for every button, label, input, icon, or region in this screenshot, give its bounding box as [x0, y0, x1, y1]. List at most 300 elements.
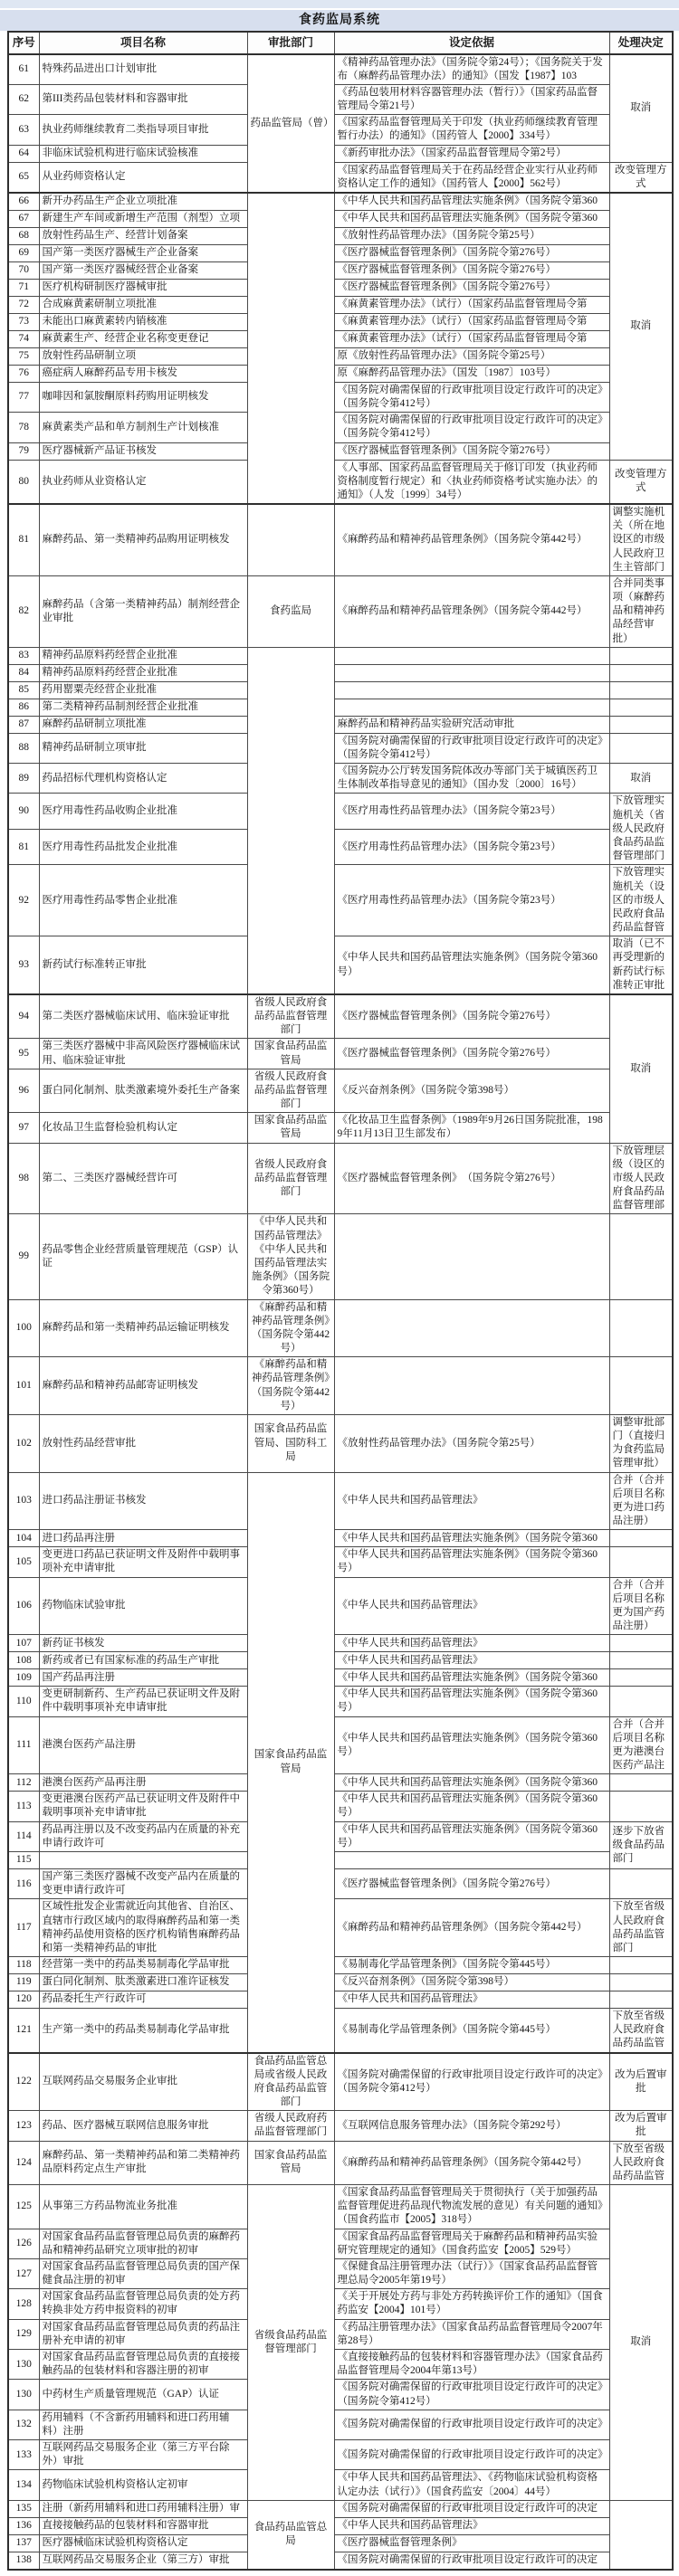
row-number-cell: 127 — [8, 2258, 39, 2288]
project-name-cell: 精神药品原料药经营企业批准 — [39, 664, 247, 681]
decision-cell — [609, 1547, 673, 1577]
project-name-cell: 医疗器械临床试验机构资格认定 — [39, 2534, 247, 2552]
table-row — [8, 994, 673, 1039]
decision-cell — [609, 664, 673, 681]
approval-dept-cell: 省级人民政府药品监督管理部门 — [247, 2111, 334, 2141]
row-number-cell: 67 — [8, 210, 39, 227]
decision-cell — [609, 733, 673, 763]
legal-basis-cell: 《医疗器械监督管理条例》（国务院令第276号） — [334, 994, 609, 1039]
legal-basis-cell — [334, 1299, 609, 1357]
legal-basis-cell: 《国家食品药品监督管理局关于贯彻执行（关于加强药品监督管理促进药品现代物流发展的意见）有关问题的通知》（国食药监市【2005】318号） — [334, 2185, 609, 2229]
legal-basis-cell: 《中华人民共和国药品管理法》、《药物临床试验机构资格认定办法（试行）》（国食药监安〔2004〕44号） — [334, 2470, 609, 2500]
row-number-cell: 129 — [8, 2319, 39, 2349]
row-number-cell: 111 — [8, 1716, 39, 1774]
table-row — [8, 699, 673, 716]
project-name-cell: 麻醉药品和精神药品邮寄证明核发 — [39, 1357, 247, 1415]
decision-cell — [609, 1530, 673, 1547]
project-name-cell: 麻醉药品（含第一类精神药品）制剂经营企业审批 — [39, 575, 247, 647]
legal-basis-cell: 《易制毒化学品管理条例》（国务院令第445号） — [334, 1957, 609, 1974]
project-name-cell: 新药证书核发 — [39, 1635, 247, 1652]
table-row — [8, 681, 673, 699]
row-number-cell: 128 — [8, 2289, 39, 2319]
approval-dept-cell: 药品监管局（曾） — [247, 54, 334, 193]
project-name-cell: 药品、医疗器械互联网信息服务审批 — [39, 2111, 247, 2141]
project-name-cell: 新建生产车间或新增生产范围（剂型）立项 — [39, 210, 247, 227]
legal-basis-cell: 《中华人民共和国药品管理法》 — [334, 1577, 609, 1635]
table-row — [8, 2229, 673, 2258]
project-name-cell: 精神药品研制立项审批 — [39, 733, 247, 763]
project-name-cell: 变更港澳台医药产品已获证明文件及附件中载明事项补充申请审批 — [39, 1792, 247, 1821]
row-number-cell: 138 — [8, 2552, 39, 2570]
decision-cell — [609, 1652, 673, 1669]
project-name-cell: 医疗用毒性药品批发企业批准 — [39, 829, 247, 864]
decision-cell — [609, 1774, 673, 1792]
project-name-cell: 国产第三类医疗器械不改变产品内在质量的变更申请行政许可 — [39, 1869, 247, 1899]
table-row — [8, 733, 673, 763]
table-row — [8, 145, 673, 162]
table-row — [8, 829, 673, 864]
project-name-cell: 药品再注册以及不改变药品内在质量的补充申请行政许可 — [39, 1821, 247, 1851]
legal-basis-cell: 《国务院对确需保留的行政审批项目设定行政许可的决定》（国务院令第412号） — [334, 2053, 609, 2111]
table-row — [8, 1716, 673, 1774]
legal-basis-cell: 《医疗用毒性药品管理办法》（国务院令第23号） — [334, 829, 609, 864]
project-name-cell: 对国家食品药品监督管理总局负责的药品注册补充申请的初审 — [39, 2319, 247, 2349]
table-row — [8, 54, 673, 85]
row-number-cell: 77 — [8, 382, 39, 412]
legal-basis-cell: 《国务院对确需保留的行政审批项目设定行政许可的决定》 — [334, 2410, 609, 2439]
project-name-cell: 互联网药品交易服务企业（第三方）审批 — [39, 2552, 247, 2570]
table-body — [8, 54, 673, 2570]
table-row — [8, 330, 673, 347]
table-row — [8, 1792, 673, 1821]
col-index: 序号 — [8, 32, 39, 54]
table-row — [8, 647, 673, 664]
project-name-cell: 精神药品原料药经营企业批准 — [39, 647, 247, 664]
decision-cell — [609, 1974, 673, 1991]
project-name-cell: 麻醉药品和第一类精神药品运输证明核发 — [39, 1299, 247, 1357]
table-row — [8, 664, 673, 681]
legal-basis-cell: 《国务院对确需保留的行政审批项目设定行政许可的决定》（国务院令第412号） — [334, 382, 609, 412]
table-row — [8, 279, 673, 296]
approval-dept-cell — [247, 647, 334, 994]
project-name-cell: 区域性批发企业需就近向其他省、自治区、直辖市行政区域内的取得麻醉药品和第一类精神药品使用资格的医疗机构销售麻醉药品和第一类精神药品的审批 — [39, 1899, 247, 1957]
row-number-cell: 95 — [8, 1039, 39, 1069]
decision-cell: 合并（合并后项目名称更为进口药品注册） — [609, 1472, 673, 1530]
table-row — [8, 1635, 673, 1652]
table-row — [8, 1652, 673, 1669]
project-name-cell: 变更研制新药、生产药品已获证明文件及附件中载明事项补充申请审批 — [39, 1687, 247, 1716]
legal-basis-cell: 《中华人民共和国药品管理法实施条例》（国务院令第360 — [334, 1669, 609, 1687]
table-row — [8, 2470, 673, 2500]
approval-dept-cell — [247, 504, 334, 575]
row-number-cell: 134 — [8, 2470, 39, 2500]
legal-basis-cell: 《直接接触药品的包装材料和容器管理办法》（国家食品药品监督管理局令2004年第13号） — [334, 2349, 609, 2379]
approval-dept-cell: 《麻醉药品和精神药品管理条例》（国务院令第442号） — [247, 1357, 334, 1415]
table-row — [8, 1957, 673, 1974]
row-number-cell: 75 — [8, 347, 39, 365]
project-name-cell: 生产第一类中的药品类易制毒化学品审批 — [39, 2009, 247, 2053]
legal-basis-cell: 《新药审批办法》（国家药品监督管理局令第2号） — [334, 145, 609, 162]
row-number-cell: 72 — [8, 296, 39, 313]
table-row — [8, 1974, 673, 1991]
row-number-cell: 107 — [8, 1635, 39, 1652]
table-row — [8, 1414, 673, 1472]
row-number-cell: 90 — [8, 794, 39, 829]
decision-cell: 取消 — [609, 994, 673, 1143]
row-number-cell: 125 — [8, 2185, 39, 2229]
legal-basis-cell: 《国家药品监督管理局关于在药品经营企业实行从业药师资格认定工作的通知》（国药管人【2000】562号） — [334, 162, 609, 193]
row-number-cell: 81 — [8, 504, 39, 575]
project-name-cell: 癌症病人麻醉药品专用卡核发 — [39, 365, 247, 382]
project-name-cell: 执业药师从业资格认定 — [39, 460, 247, 504]
decision-cell — [609, 1687, 673, 1716]
decision-cell: 改为后置审批 — [609, 2111, 673, 2141]
legal-basis-cell: 原《麻醉药品管理办法》（国发〔1987〕103号） — [334, 365, 609, 382]
row-number-cell: 123 — [8, 2111, 39, 2141]
legal-basis-cell: 《中华人民共和国药品管理法实施条例》（国务院令第360号） — [334, 1792, 609, 1821]
table-row — [8, 442, 673, 460]
project-name-cell: 药品招标代理机构资格认定 — [39, 764, 247, 794]
table-row — [8, 84, 673, 114]
table-row — [8, 1991, 673, 2009]
table-row — [8, 1069, 673, 1113]
table-row — [8, 2141, 673, 2185]
approval-dept-cell: 国家食品药品监管局 — [247, 1039, 334, 1069]
table-row — [8, 2185, 673, 2229]
table-row — [8, 365, 673, 382]
legal-basis-cell: 《医疗器械监督管理条例》（国务院令第276号） — [334, 244, 609, 261]
approval-dept-cell: 《麻醉药品和精神药品管理条例》（国务院令第442号） — [247, 1299, 334, 1357]
decision-cell: 下放至省级人民政府食品药品监管 — [609, 2141, 673, 2185]
decision-cell — [609, 1214, 673, 1299]
decision-cell: 改变管理方式 — [609, 460, 673, 504]
row-number-cell: 74 — [8, 330, 39, 347]
approval-dept-cell: 国家食品药品监管局 — [247, 2141, 334, 2185]
decision-cell: 取消 — [609, 54, 673, 163]
project-name-cell: 麻醉药品研制立项批准 — [39, 716, 247, 733]
row-number-cell: 115 — [8, 1852, 39, 1869]
project-name-cell: 第二类医疗器械临床试用、临床验证审批 — [39, 994, 247, 1039]
table-row — [8, 2053, 673, 2111]
row-number-cell: 85 — [8, 681, 39, 699]
row-number-cell: 136 — [8, 2517, 39, 2534]
legal-basis-cell: 麻醉药品和精神药品实验研究活动审批 — [334, 716, 609, 733]
table-row — [8, 1577, 673, 1635]
decision-cell — [609, 681, 673, 699]
row-number-cell: 103 — [8, 1472, 39, 1530]
approval-dept-cell: 食品药品监管总局或省级人民政府食品药品监管部门 — [247, 2053, 334, 2111]
decision-cell: 下放管理实施机关（设区的市级人民政府食品药品监督管 — [609, 865, 673, 936]
row-number-cell: 113 — [8, 1792, 39, 1821]
legal-basis-cell: 《医疗器械监督管理条例》 （国务院令第276号） — [334, 1143, 609, 1214]
row-number-cell: 130 — [8, 2349, 39, 2379]
legal-basis-cell — [334, 664, 609, 681]
row-number-cell: 130 — [8, 2380, 39, 2410]
legal-basis-cell: 《医疗器械监督管理条例》（国务院令第276号） — [334, 442, 609, 460]
legal-basis-cell: 《易制毒化学品管理条例》（国务院令第445号） — [334, 2009, 609, 2053]
legal-basis-cell — [334, 647, 609, 664]
legal-basis-cell — [334, 699, 609, 716]
project-name-cell: 港澳台医药产品再注册 — [39, 1774, 247, 1792]
header-row — [8, 32, 673, 54]
legal-basis-cell: 《中华人民共和国药品管理法》 — [334, 1991, 609, 2009]
decision-cell — [609, 1869, 673, 1899]
legal-basis-cell: 《麻醉药品和精神药品管理条例》（国务院令第442号） — [334, 504, 609, 575]
table-row — [8, 2319, 673, 2349]
table-row — [8, 2111, 673, 2141]
legal-basis-cell — [334, 1357, 609, 1415]
row-number-cell: 100 — [8, 1299, 39, 1357]
legal-basis-cell: 《医疗器械监督管理条例》（国务院令第276号） — [334, 1869, 609, 1899]
project-name-cell: 第二类精神药品制剂经营企业批准 — [39, 699, 247, 716]
table-row — [8, 1530, 673, 1547]
project-name-cell: 经营第一类中的药品类易制毒化学品审批 — [39, 1957, 247, 1974]
table-row — [8, 1852, 673, 1869]
decision-cell — [609, 1669, 673, 1687]
row-number-cell: 68 — [8, 227, 39, 244]
project-name-cell: 非临床试验机构进行临床试验核准 — [39, 145, 247, 162]
table-row — [8, 296, 673, 313]
row-number-cell: 65 — [8, 162, 39, 193]
row-number-cell: 88 — [8, 733, 39, 763]
project-name-cell: 新开办药品生产企业立项批准 — [39, 193, 247, 211]
legal-basis-cell: 《医疗器械监督管理条例》（国务院令第276号） — [334, 279, 609, 296]
project-name-cell: 麻黄素生产、经营企业名称变更登记 — [39, 330, 247, 347]
col-decision: 处理决定 — [609, 32, 673, 54]
legal-basis-cell: 《麻醉药品和精神药品管理条例》（国务院令第442号） — [334, 575, 609, 647]
project-name-cell: 医疗器械新产品证书核发 — [39, 442, 247, 460]
row-number-cell: 120 — [8, 1991, 39, 2009]
decision-cell: 取消 — [609, 764, 673, 794]
legal-basis-cell: 《国务院对确需保留的行政审批项目设定行政许可的决定》（国务院令第412号） — [334, 733, 609, 763]
legal-basis-cell: 《国务院对确需保留的行政审批项目设定行政许可的决定》（国务院令第412号） — [334, 413, 609, 442]
decision-cell: 改变管理方式 — [609, 162, 673, 193]
project-name-cell: 特殊药品进出口计划审批 — [39, 54, 247, 85]
row-number-cell: 116 — [8, 1869, 39, 1899]
project-name-cell: 第二、三类医疗器械经营许可 — [39, 1143, 247, 1214]
row-number-cell: 79 — [8, 442, 39, 460]
project-name-cell: 进口药品再注册 — [39, 1530, 247, 1547]
project-name-cell: 药用辅料（不含新药用辅料和进口药用辅料）注册 — [39, 2410, 247, 2439]
row-number-cell: 119 — [8, 1974, 39, 1991]
table-row — [8, 2410, 673, 2439]
project-name-cell: 药品委托生产行政许可 — [39, 1991, 247, 2009]
legal-basis-cell: 《麻黄素管理办法》（试行）（国家药品监督管理局令第 — [334, 330, 609, 347]
table-row — [8, 2500, 673, 2517]
project-name-cell: 第III类药品包装材料和容器审批 — [39, 84, 247, 114]
legal-basis-cell: 《化妆品卫生监督条例》（1989年9月26日国务院批准，1989年11月13日卫生部发布） — [334, 1113, 609, 1143]
table-row — [8, 1547, 673, 1577]
table-row — [8, 162, 673, 193]
decision-cell: 取消 — [609, 193, 673, 460]
table-row — [8, 1214, 673, 1299]
table-row — [8, 460, 673, 504]
decision-cell: 下放至省级人民政府食品药品监管 — [609, 2009, 673, 2053]
legal-basis-cell: 《麻黄素管理办法》（试行）（国家药品监督管理局令第 — [334, 296, 609, 313]
legal-basis-cell: 《中华人民共和国药品管理法实施条例》（国务院令第360号） — [334, 1821, 609, 1851]
legal-basis-cell: 《医疗器械监督管理条例》（国务院令第276号） — [334, 261, 609, 279]
legal-basis-cell: 《医疗用毒性药品管理办法》（国务院令第23号） — [334, 865, 609, 936]
legal-basis-cell: 《中华人民共和国药品管理法实施条例》（国务院令第360 — [334, 1530, 609, 1547]
col-legal-basis: 设定依据 — [334, 32, 609, 54]
table-row — [8, 1299, 673, 1357]
legal-basis-cell: 《反兴奋剂条例》（国务院令第398号） — [334, 1069, 609, 1113]
legal-basis-cell: 《国务院对确需保留的行政审批项目设定行政许可的决定 — [334, 2500, 609, 2517]
row-number-cell: 82 — [8, 575, 39, 647]
approval-dept-cell: 国家食品药品监管局、国防科工局 — [247, 1414, 334, 1472]
row-number-cell: 112 — [8, 1774, 39, 1792]
legal-basis-cell: 《人事部、国家药品监督管理局关于修订印发（执业药师资格制度暂行规定）和〈执业药师资格考试实施办法〉的通知》（人发〔1999〕34号） — [334, 460, 609, 504]
table-row — [8, 261, 673, 279]
decision-cell: 取消 — [609, 2185, 673, 2501]
approval-dept-cell: 国家食品药品监管局 — [247, 1113, 334, 1143]
legal-basis-cell: 《中华人民共和国药品管理法》 — [334, 1652, 609, 1669]
row-number-cell: 108 — [8, 1652, 39, 1669]
table-row — [8, 1899, 673, 1957]
row-number-cell: 80 — [8, 460, 39, 504]
legal-basis-cell: 《关于开展处方药与非处方药转换评价工作的通知》（国食药监安【2004】101号） — [334, 2289, 609, 2319]
row-number-cell: 121 — [8, 2009, 39, 2053]
table-row — [8, 2258, 673, 2288]
project-name-cell: 放射性药品研制立项 — [39, 347, 247, 365]
legal-basis-cell: 《中华人民共和国药品管理法实施条例》（国务院令第360 — [334, 1774, 609, 1792]
project-name-cell: 麻黄素类产品和单方制剂生产计划核准 — [39, 413, 247, 442]
project-name-cell: 互联网药品交易服务企业审批 — [39, 2053, 247, 2111]
table-row — [8, 2289, 673, 2319]
row-number-cell: 114 — [8, 1821, 39, 1851]
project-name-cell: 药物临床试验机构资格认定初审 — [39, 2470, 247, 2500]
row-number-cell: 102 — [8, 1414, 39, 1472]
table-row — [8, 575, 673, 647]
decision-cell — [609, 716, 673, 733]
row-number-cell: 97 — [8, 1113, 39, 1143]
row-number-cell: 104 — [8, 1530, 39, 1547]
table-row — [8, 1143, 673, 1214]
decision-cell — [609, 1957, 673, 1974]
row-number-cell: 86 — [8, 699, 39, 716]
project-name-cell: 医疗用毒性药品零售企业批准 — [39, 865, 247, 936]
decision-cell: 下放至省级人民政府食品药品监管部门 — [609, 1899, 673, 1957]
table-row — [8, 1113, 673, 1143]
legal-basis-cell — [334, 1852, 609, 1869]
table-row — [8, 2380, 673, 2410]
approval-dept-cell: 《中华人民共和国药品管理法》《中华人民共和国药品管理法实施条例》（国务院令第360号） — [247, 1214, 334, 1299]
decision-cell — [609, 2500, 673, 2570]
table-row — [8, 382, 673, 412]
legal-basis-cell: 《国家食品药品监督管理局关于麻醉药品和精神药品实验研究管理规定的通知》（国食药监安【2005】529号） — [334, 2229, 609, 2258]
row-number-cell: 105 — [8, 1547, 39, 1577]
row-number-cell: 71 — [8, 279, 39, 296]
top-strip — [0, 0, 679, 10]
approval-dept-cell — [247, 193, 334, 504]
project-name-cell: 合成麻黄素研制立项批准 — [39, 296, 247, 313]
table-row — [8, 313, 673, 330]
row-number-cell: 84 — [8, 664, 39, 681]
decision-cell: 合并（合并后项目名称更为国产药品注册） — [609, 1577, 673, 1635]
project-name-cell: 第三类医疗器械中非高风险医疗器械临床试用、临床验证审批 — [39, 1039, 247, 1069]
table-row — [8, 227, 673, 244]
table-row — [8, 865, 673, 936]
row-number-cell: 94 — [8, 994, 39, 1039]
approval-dept-cell: 省级人民政府食品药品监督管理部门 — [247, 994, 334, 1039]
approval-dept-cell: 省级人民政府食品药品监督管理部门 — [247, 1069, 334, 1113]
legal-basis-cell: 《中华人民共和国药品管理法实施条例》（国务院令第360号） — [334, 1716, 609, 1774]
legal-basis-cell: 《互联网信息服务管理办法》（国务院令第292号） — [334, 2111, 609, 2141]
decision-cell — [609, 647, 673, 664]
table-row — [8, 1357, 673, 1415]
table-row — [8, 193, 673, 211]
legal-basis-cell: 《中华人民共和国药品管理法》 — [334, 2517, 609, 2534]
table-row — [8, 2552, 673, 2570]
legal-basis-cell: 原《放射性药品管理办法》（国务院令第25号） — [334, 347, 609, 365]
legal-basis-cell: 《医疗用毒性药品管理办法》（国务院令第23号） — [334, 794, 609, 829]
project-name-cell: 变更进口药品已获证明文件及附件中载明事项补充申请审批 — [39, 1547, 247, 1577]
project-name-cell: 从业药师资格认定 — [39, 162, 247, 193]
project-name-cell: 医疗机构研制医疗器械审批 — [39, 279, 247, 296]
project-name-cell: 对国家食品药品监督管理总局负责的直接接触药品的包装材料和容器注册的初审 — [39, 2349, 247, 2379]
row-number-cell: 64 — [8, 145, 39, 162]
decision-cell — [609, 1792, 673, 1821]
table-row — [8, 936, 673, 994]
row-number-cell: 63 — [8, 115, 39, 145]
legal-basis-cell: 《中华人民共和国药品管理法实施条例》（国务院令第360号） — [334, 1687, 609, 1716]
row-number-cell: 83 — [8, 647, 39, 664]
decision-cell: 合并同类事项（麻醉药品和精神药品经营审批） — [609, 575, 673, 647]
project-name-cell: 咖啡因和氯胺酮原料药购用证明核发 — [39, 382, 247, 412]
row-number-cell: 126 — [8, 2229, 39, 2258]
table-row — [8, 2009, 673, 2053]
table-row — [8, 2534, 673, 2552]
table-row — [8, 413, 673, 442]
page-title: 食药监局系统 — [0, 10, 679, 31]
decision-cell: 下放管理层级（设区的市级人民政府食品药品监督管理部 — [609, 1143, 673, 1214]
legal-basis-cell: 《中华人民共和国药品管理法实施条例》（国务院令第360号） — [334, 936, 609, 994]
row-number-cell: 76 — [8, 365, 39, 382]
table-row — [8, 1687, 673, 1716]
project-name-cell: 麻醉药品、第一类精神药品和第二类精神药品原料药定点生产审批 — [39, 2141, 247, 2185]
decision-cell — [609, 1635, 673, 1652]
legal-basis-cell: 《医疗器械监督管理条例》（国务院令第276号） — [334, 1039, 609, 1069]
table-row — [8, 2517, 673, 2534]
legal-basis-cell: 《中华人民共和国药品管理法实施条例》（国务院令第360号） — [334, 1547, 609, 1577]
project-name-cell: 麻醉药品、第一类精神药品购用证明核发 — [39, 504, 247, 575]
row-number-cell: 122 — [8, 2053, 39, 2111]
project-name-cell: 对国家食品药品监督管理总局负责的麻醉药品和精神药品研究立项审批的初审 — [39, 2229, 247, 2258]
table-row — [8, 716, 673, 733]
project-name-cell: 新药或者已有国家标准的药品生产审批 — [39, 1652, 247, 1669]
legal-basis-cell: 《反兴奋剂条例》（国务院令第398号） — [334, 1974, 609, 1991]
legal-basis-cell — [334, 681, 609, 699]
col-project-name: 项目名称 — [39, 32, 247, 54]
project-name-cell: 国产第一类医疗器械生产企业备案 — [39, 244, 247, 261]
approval-dept-cell: 省级人民政府食品药品监督管理部门 — [247, 1143, 334, 1214]
row-number-cell: 135 — [8, 2500, 39, 2517]
legal-basis-cell: 《麻醉药品和精神药品管理条例》（国务院令第442号） — [334, 1899, 609, 1957]
approval-dept-cell: 国家食品药品监管局 — [247, 1472, 334, 2052]
table-row — [8, 1472, 673, 1530]
row-number-cell: 93 — [8, 936, 39, 994]
table-row — [8, 1669, 673, 1687]
project-name-cell: 国产第一类医疗器械经营企业备案 — [39, 261, 247, 279]
project-name-cell — [39, 1852, 247, 1869]
table-row — [8, 1821, 673, 1851]
row-number-cell: 137 — [8, 2534, 39, 2552]
project-name-cell: 蛋白同化制剂、肽类激素进口准许证核发 — [39, 1974, 247, 1991]
project-name-cell: 注册（新药用辅料和进口药用辅料注册）审 — [39, 2500, 247, 2517]
row-number-cell: 109 — [8, 1669, 39, 1687]
table-row — [8, 2349, 673, 2379]
row-number-cell: 70 — [8, 261, 39, 279]
